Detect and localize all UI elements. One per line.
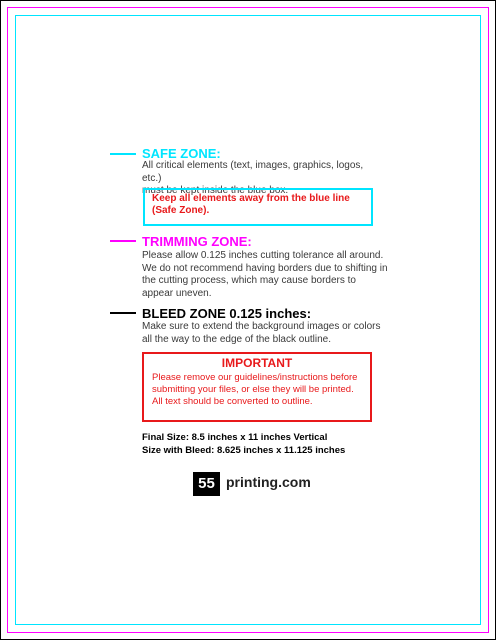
safe-zone-line-2: must be kept inside the blue box. [142, 185, 289, 196]
bleed-zone-description [142, 321, 382, 346]
safe-zone-callout-text [152, 193, 362, 217]
logo-mark: 55 [193, 472, 220, 496]
safe-zone-callout-line-1: Keep all elements away from the blue line [152, 193, 350, 204]
size-info [142, 432, 345, 457]
safe-zone-marker [110, 153, 136, 155]
final-size: Final Size: 8.5 inches x 11 inches Vertical [142, 432, 328, 443]
bleed-zone-line-1: Make sure to extend the background images or colors [142, 321, 381, 332]
trimming-zone-heading: TRIMMING ZONE: [142, 234, 252, 249]
bleed-zone-line-2: all the way to the edge of the black outline. [142, 333, 332, 345]
trimming-zone-line-4: appear uneven. [142, 287, 212, 299]
trimming-zone-line-2: We do not recommend having borders due to shifting in [142, 262, 388, 274]
trimming-zone-line-3: the cutting process, which may cause borders to [142, 275, 356, 286]
trimming-zone-line-1: Please allow 0.125 inches cutting tolerance all around. [142, 250, 384, 261]
safe-zone-callout-line-2: (Safe Zone). [152, 205, 210, 216]
logo-wordmark: printing.com [226, 474, 311, 490]
important-title: IMPORTANT [221, 356, 293, 370]
safe-zone-line-1: All critical elements (text, images, graphics, logos, etc.) [142, 160, 364, 184]
trimming-zone-description [142, 250, 392, 300]
important-line-1: Please remove our guidelines/instructions before [152, 372, 358, 383]
important-text [152, 372, 366, 408]
trimming-zone-marker [110, 240, 136, 242]
important-line-3: All text should be converted to outline. [152, 396, 313, 407]
safe-zone-heading: SAFE ZONE: [142, 146, 221, 161]
bleed-zone-marker [110, 312, 136, 314]
important-line-2: submitting your files, or else they will be printed. [152, 384, 354, 395]
bleed-size: Size with Bleed: 8.625 inches x 11.125 inches [142, 444, 346, 456]
safe-zone-callout [143, 188, 373, 226]
bleed-zone-heading: BLEED ZONE 0.125 inches: [142, 306, 312, 321]
important-notice [142, 352, 372, 422]
